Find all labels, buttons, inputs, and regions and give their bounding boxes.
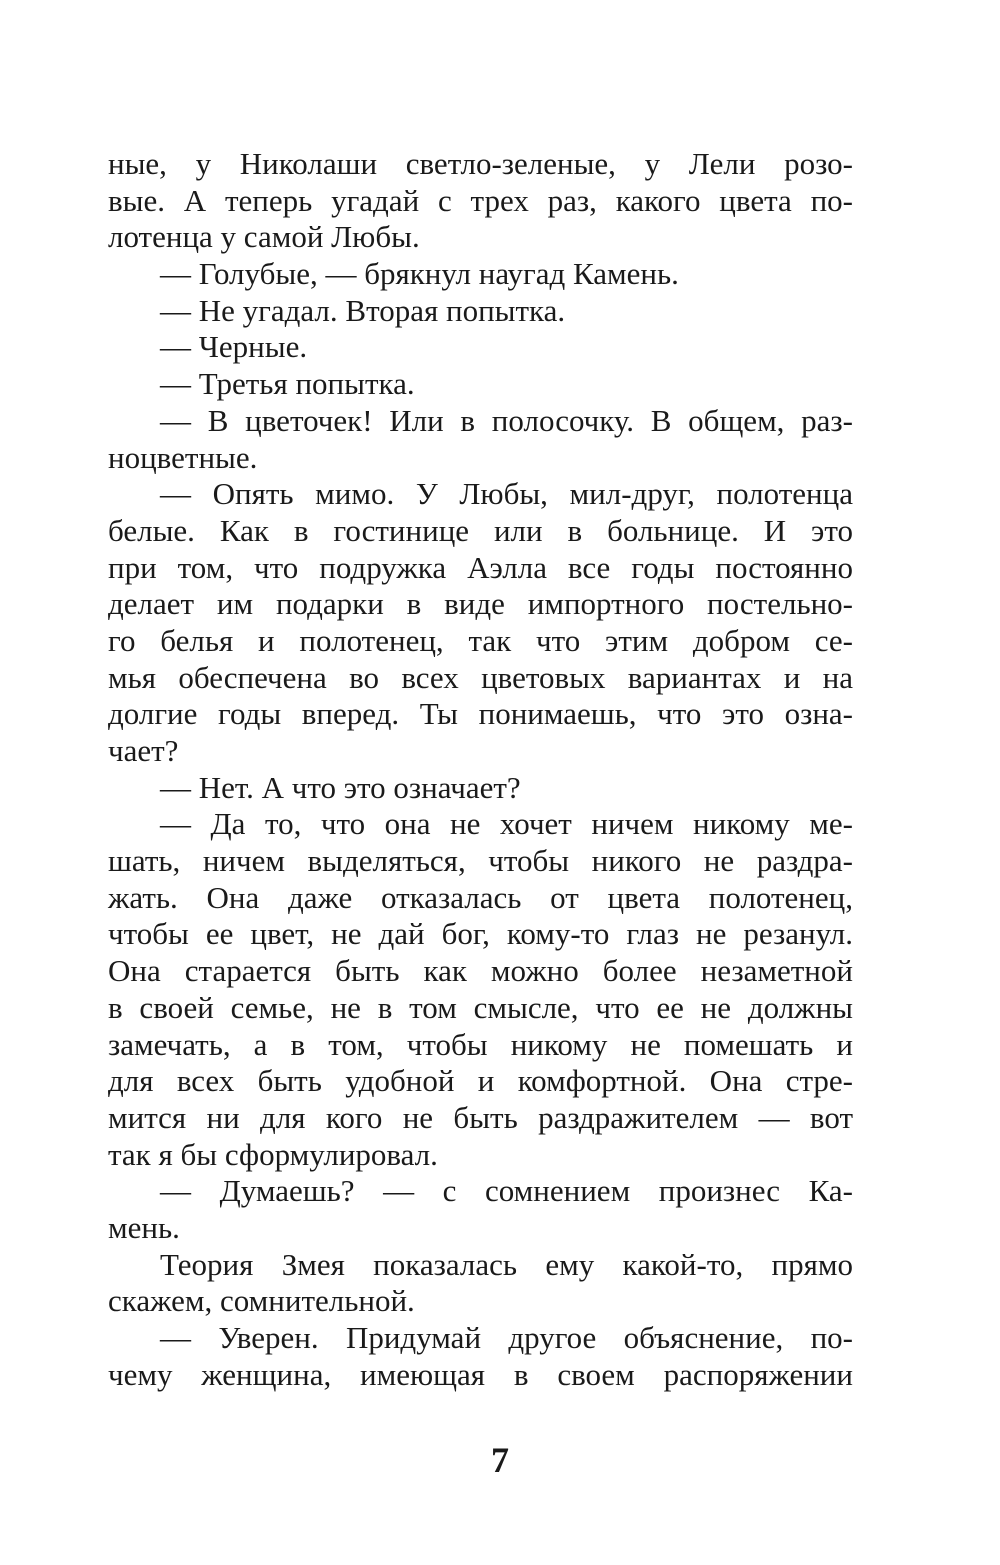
- text-line: замечать, а в том, чтобы никому не помешать и: [108, 1026, 853, 1062]
- text-line: — Черные.: [160, 329, 308, 365]
- page-number: 7: [491, 1440, 509, 1480]
- text-line: ные, у Николаши светло-зеленые, у Лели розо-: [108, 146, 853, 181]
- text-line: чает?: [108, 733, 179, 768]
- text-line: — Голубые, — брякнул наугад Камень.: [160, 256, 679, 292]
- text-line: го белья и полотенец, так что этим добром се-: [108, 622, 853, 658]
- text-line: чему женщина, имеющая в своем распоряжении: [108, 1356, 853, 1392]
- text-line: делает им подарки в виде импортного постельно-: [108, 586, 853, 622]
- text-line: — Не угадал. Вторая попытка.: [160, 292, 566, 328]
- text-line: лотенца у самой Любы.: [108, 219, 420, 255]
- text-line: — Нет. А что это означает?: [160, 769, 521, 805]
- text-line: долгие годы вперед. Ты понимаешь, что это озна-: [108, 696, 853, 732]
- text-line: вые. А теперь угадай с трех раз, какого цвета по-: [108, 182, 853, 218]
- text-line: в своей семье, не в том смысле, что ее не должны: [108, 989, 853, 1025]
- text-line: — Третья попытка.: [160, 366, 415, 402]
- text-line: белые. Как в гостинице или в больнице. И это: [108, 512, 853, 548]
- text-line: — Да то, что она не хочет ничем никому ме-: [160, 806, 853, 842]
- text-line: Она старается быть как можно более незаметной: [108, 953, 853, 989]
- text-line: шать, ничем выделяться, чтобы никого не раздра-: [108, 843, 853, 879]
- text-line: жать. Она даже отказалась от цвета полотенец,: [108, 879, 853, 915]
- text-line: скажем, сомнительной.: [108, 1283, 415, 1319]
- text-line: мится ни для кого не быть раздражителем — вот: [108, 1099, 853, 1135]
- text-line: — Уверен. Придумай другое объяснение, по-: [160, 1320, 853, 1355]
- text-line: для всех быть удобной и комфортной. Она стре-: [108, 1063, 853, 1099]
- text-line: — Опять мимо. У Любы, мил-друг, полотенца: [160, 476, 853, 512]
- text-line: ноцветные.: [108, 439, 258, 475]
- page-body-text: [108, 146, 853, 1393]
- text-line: мья обеспечена во всех цветовых вариантах и на: [108, 659, 853, 695]
- text-line: чтобы ее цвет, не дай бог, кому-то глаз не резанул.: [108, 916, 853, 952]
- text-line: — В цветочек! Или в полосочку. В общем, раз-: [160, 402, 853, 438]
- text-line: — Думаешь? — с сомнением произнес Ка-: [160, 1173, 853, 1209]
- text-line: так я бы сформулировал.: [108, 1136, 438, 1172]
- text-line: мень.: [108, 1209, 180, 1245]
- text-line: при том, что подружка Аэлла все годы постоянно: [108, 549, 853, 585]
- text-line: Теория Змея показалась ему какой-то, прямо: [160, 1246, 853, 1282]
